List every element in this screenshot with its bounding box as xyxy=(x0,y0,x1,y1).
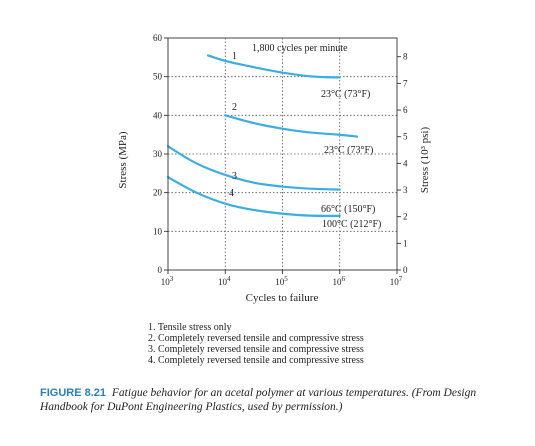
y-tick-label-right: 2 xyxy=(403,211,408,222)
y-tick-label-left: 30 xyxy=(153,149,162,159)
notes-list xyxy=(148,322,364,366)
y-tick-label-right: 3 xyxy=(403,185,408,196)
y-tick-label-left: 40 xyxy=(153,110,162,121)
x-tick-label: $10^6$ xyxy=(332,275,345,287)
curve-temp-label-1: 23°C (73°F) xyxy=(321,89,371,100)
y-axis-title-right: Stress (10³ psi) xyxy=(419,126,431,194)
figure-label: FIGURE 8.21 xyxy=(40,387,107,399)
x-tick-label: $10^5$ xyxy=(275,275,288,287)
y-tick-label-right: 6 xyxy=(403,105,408,116)
right-axis xyxy=(397,52,408,275)
y-tick-label-left: 0 xyxy=(157,265,162,275)
curve-number-2: 2 xyxy=(232,102,237,113)
y-tick-label-right: 7 xyxy=(403,78,408,89)
fatigue-curve-3 xyxy=(168,146,340,189)
note-item: 4. Completely reversed tensile and compressive stress xyxy=(148,355,364,366)
y-tick-label-left: 50 xyxy=(153,71,162,82)
y-tick-label-right: 1 xyxy=(403,238,408,249)
y-tick-label-left: 20 xyxy=(153,187,162,198)
curve-number-3: 3 xyxy=(232,171,237,182)
curve-labels xyxy=(229,51,381,230)
figure-caption xyxy=(40,386,520,414)
y-tick-label-right: 5 xyxy=(403,131,408,142)
curve-temp-label-3: 66°C (150°F) xyxy=(321,204,376,215)
x-tick-label: $10^7$ xyxy=(389,275,403,287)
x-axis-title: Cycles to failure xyxy=(245,292,319,304)
curve-temp-label-4: 100°C (212°F) xyxy=(322,219,382,230)
curve-temp-label-2: 23°C (73°F) xyxy=(324,145,374,156)
x-tick-label: $10^4$ xyxy=(218,275,231,287)
note-item: 2. Completely reversed tensile and compressive stress xyxy=(148,333,364,344)
fatigue-curve-2 xyxy=(225,115,357,136)
y-axis-title-left: Stress (MPa) xyxy=(117,131,129,189)
x-axis xyxy=(161,270,403,287)
curves xyxy=(168,55,357,216)
y-tick-label-right: 4 xyxy=(403,158,408,169)
y-tick-label-left: 10 xyxy=(153,226,162,237)
x-tick-label: $10^3$ xyxy=(160,275,174,287)
note-item: 1. Tensile stress only xyxy=(148,322,232,333)
y-tick-label-left: 60 xyxy=(153,33,162,43)
note-item: 3. Completely reversed tensile and compressive stress xyxy=(148,344,364,355)
y-tick-label-right: 0 xyxy=(403,265,408,275)
frequency-label: 1,800 cycles per minute xyxy=(252,43,348,54)
figure-caption-text: Fatigue behavior for an acetal polymer at various temperatures. (From Design Handbook for DuPont Engineering Plastics, used by permission.) xyxy=(40,387,477,413)
fatigue-curve-1 xyxy=(208,55,340,77)
left-axis xyxy=(153,33,168,275)
curve-number-4: 4 xyxy=(229,188,234,199)
y-tick-label-right: 8 xyxy=(403,51,408,62)
curve-number-1: 1 xyxy=(232,51,237,62)
